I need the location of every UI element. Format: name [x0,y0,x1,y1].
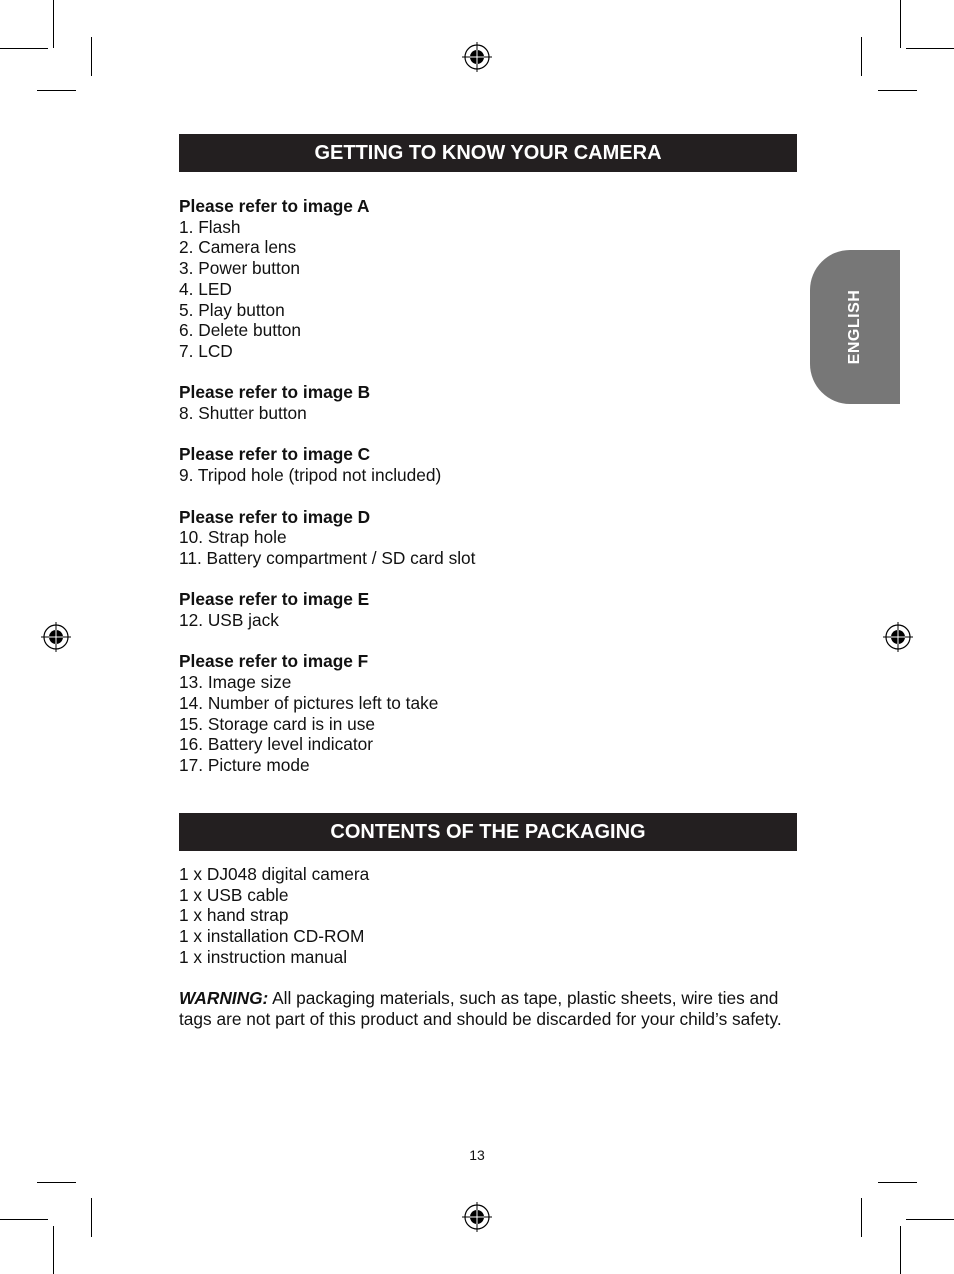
list-item: 5. Play button [179,299,285,320]
group-title: Please refer to image B [179,382,371,403]
warning-paragraph [179,988,799,1029]
list-item: 10. Strap hole [179,527,287,548]
reference-group [179,589,799,630]
list-item: 1 x instruction manual [179,946,348,967]
list-item: 1. Flash [179,216,241,237]
registration-mark-icon [41,622,71,652]
list-item: 13. Image size [179,672,292,693]
warning-label: WARNING: [179,988,269,1009]
registration-mark-icon [462,42,492,72]
list-item: 12. USB jack [179,610,279,630]
group-title: Please refer to image A [179,196,370,216]
list-item: 16. Battery level indicator [179,734,374,755]
list-item: 1 x DJ048 digital camera [179,864,370,884]
list-item: 6. Delete button [179,320,302,341]
list-item: 17. Picture mode [179,754,310,775]
registration-mark-icon [883,622,913,652]
reference-group [179,507,799,569]
group-title: Please refer to image E [179,589,370,610]
list-item: 1 x USB cable [179,884,289,905]
list-item: 3. Power button [179,258,301,279]
reference-group [179,444,799,485]
section-header-packaging: CONTENTS OF THE PACKAGING [179,813,797,851]
list-item: 15. Storage card is in use [179,713,375,734]
reference-group [179,651,799,775]
packaging-list [179,864,799,968]
group-title: Please refer to image F [179,651,369,672]
list-item: 1 x installation CD-ROM [179,926,365,947]
page-number: 13 [469,1147,485,1163]
list-item: 14. Number of pictures left to take [179,692,439,713]
list-item: 8. Shutter button [179,403,307,424]
list-item: 1 x hand strap [179,905,289,926]
list-item: 4. LED [179,278,232,299]
list-item: 7. LCD [179,340,233,361]
list-item: 11. Battery compartment / SD card slot [179,547,476,568]
list-item: 2. Camera lens [179,237,297,258]
group-title: Please refer to image C [179,444,371,465]
group-title: Please refer to image D [179,506,371,527]
language-tab [810,250,900,404]
registration-mark-icon [462,1202,492,1232]
reference-group [179,196,799,362]
language-tab-label: ENGLISH [846,289,863,365]
getting-to-know-content [179,196,799,796]
reference-group [179,382,799,423]
list-item: 9. Tripod hole (tripod not included) [179,465,442,486]
packaging-content [179,864,799,1030]
warning-text: All packaging materials, such as tape, plastic sheets, wire ties and tags are not part of this product and should be discarded for your child’s safety. [179,988,782,1029]
section-header-getting-to-know: GETTING TO KNOW YOUR CAMERA [179,134,797,172]
